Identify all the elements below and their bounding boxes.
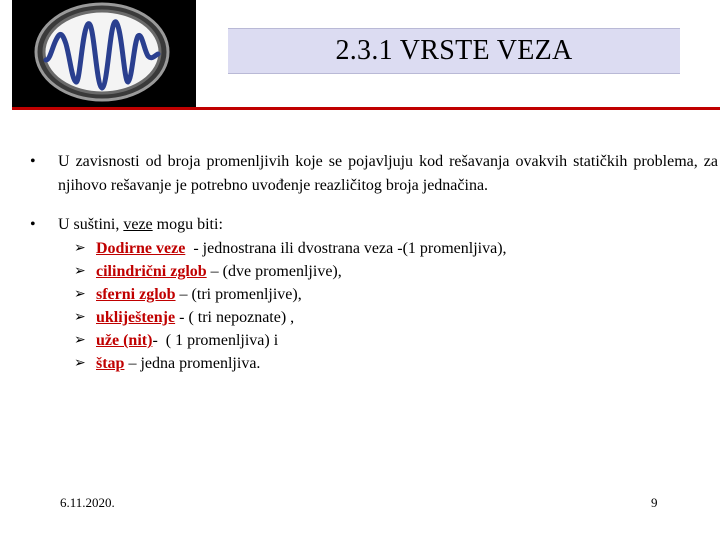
paragraph-2-tail: mogu biti: xyxy=(152,216,223,233)
arrow-bullet-icon: ➢ xyxy=(74,263,86,279)
list-item-description: – (tri promenljive), xyxy=(175,286,302,303)
list-item xyxy=(74,260,690,283)
list-item xyxy=(74,352,690,375)
footer-date: 6.11.2020. xyxy=(60,495,115,510)
list-item-description: – jedna promenljiva. xyxy=(124,355,261,372)
list-item-term: štap xyxy=(96,355,125,372)
connection-types-list xyxy=(74,237,690,375)
paragraph-1 xyxy=(30,150,718,198)
header-divider xyxy=(12,107,720,110)
list-item-description: - ( tri nepoznate) , xyxy=(175,309,295,326)
list-item xyxy=(74,329,690,352)
arrow-bullet-icon: ➢ xyxy=(74,355,86,371)
waveform-icon xyxy=(12,0,196,110)
arrow-bullet-icon: ➢ xyxy=(74,309,86,325)
list-item-term: ukliještenje xyxy=(96,309,176,326)
bullet-icon: • xyxy=(30,153,36,170)
arrow-bullet-icon: ➢ xyxy=(74,240,86,256)
arrow-bullet-icon: ➢ xyxy=(74,286,86,302)
paragraph-1-text: U zavisnosti od broja promenljivih koje se pojavljuju kod rešavanja ovakvih statičkih problema, za njihovo rešavanje je potrebno uvođenje reazličitog broja jednačina. xyxy=(58,153,718,194)
list-item xyxy=(74,283,690,306)
bullet-icon: • xyxy=(30,216,36,233)
list-item-term: sferni zglob xyxy=(96,286,176,303)
paragraph-2-lead: U suštini, xyxy=(58,216,124,233)
list-item-description: - ( 1 promenljiva) i xyxy=(152,332,279,349)
title-bar xyxy=(228,28,680,74)
page-title: 2.3.1 VRSTE VEZA xyxy=(335,35,573,66)
list-item-description: – (dve promenljive), xyxy=(206,263,342,280)
list-item-term: cilindrični zglob xyxy=(96,263,207,280)
list-item-term: uže (nit) xyxy=(96,332,153,349)
page-number: 9 xyxy=(651,495,658,510)
list-item xyxy=(74,237,690,260)
paragraph-2 xyxy=(30,213,690,375)
paragraph-2-keyword: veze xyxy=(123,216,153,233)
arrow-bullet-icon: ➢ xyxy=(74,332,86,348)
list-item-description: - jednostrana ili dvostrana veza -(1 promenljiva), xyxy=(185,240,507,257)
list-item-term: Dodirne veze xyxy=(96,240,186,257)
oscilloscope-logo xyxy=(12,0,196,110)
paragraph-2-text xyxy=(58,213,690,237)
list-item xyxy=(74,306,690,329)
